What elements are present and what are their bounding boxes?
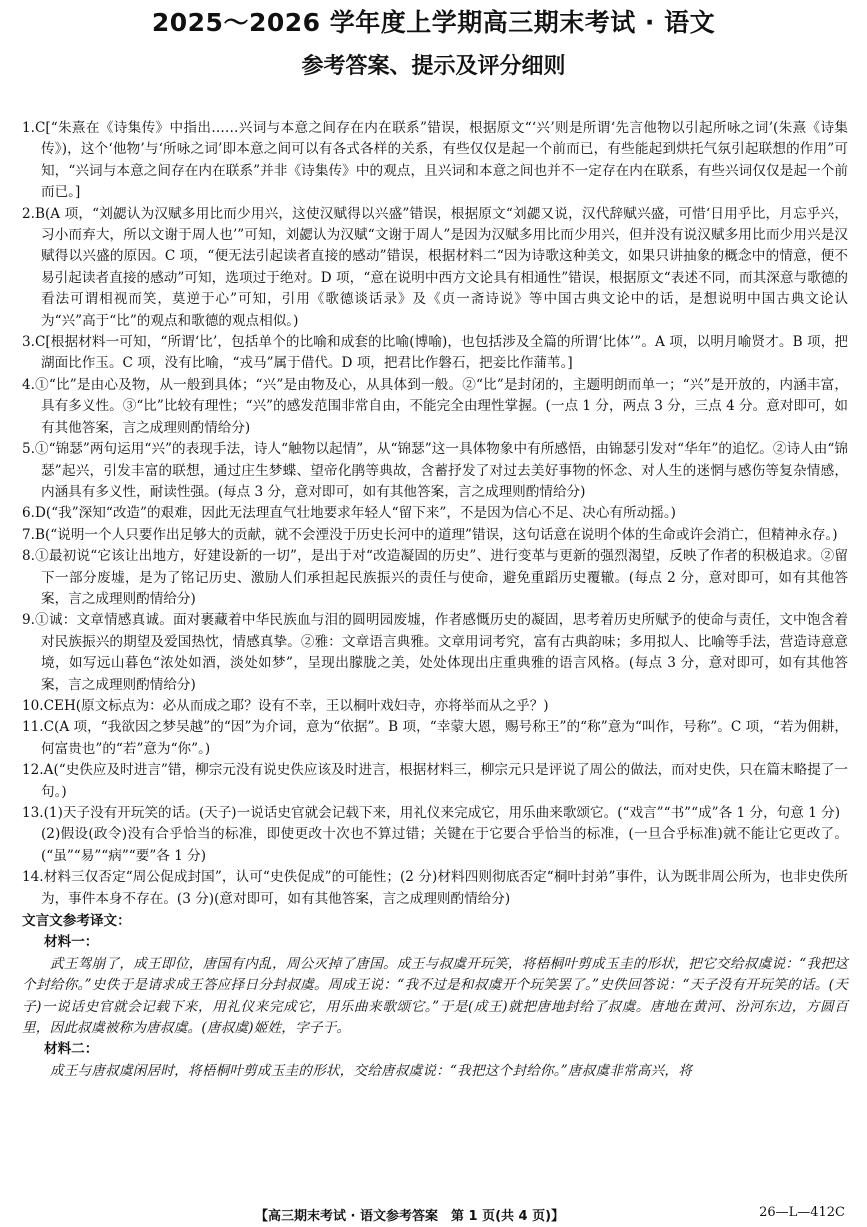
- answer-text: ①“比”是由心及物，从一般到具体；“兴”是由物及心，从具体到一般。②“比”是封闭的，主题明朗而单一；“兴”是开放的，内涵丰富，具有多义性。③“比”比较有理性；“兴”的感发范围非常自由，不能完全由理性掌握。(一点 1 分，两点 3 分，三点 4 分。意对即可，如有其他答案，言之成理则酌情给分): [34, 376, 848, 436]
- material-translation: 成王与唐叔虞闲居时，将梧桐叶剪成玉圭的形状，交给唐叔虞说：“我把这个封给你。”唐叔虞非常高兴，将: [50, 1062, 693, 1079]
- answer-number: 6.: [22, 505, 35, 522]
- answer-text: ①“锦瑟”两句运用“兴”的表现手法，诗人“触物以起情”，从“锦瑟”这一具体物象中有所感悟，由锦瑟引发对“华年”的追忆。②诗人由“锦瑟”起兴，引发丰富的联想，通过庄生梦蝶、望帝化鹃等典故，含蓄抒发了对过去美好事物的怀念、对人生的迷惘与感伤等复杂情感，内涵具有多义性，耐读性强。(每点 3 分，意对即可，如有其他答案，言之成理则酌情给分): [34, 441, 848, 500]
- answer-text: (1)天子没有开玩笑的话。(天子)一说话史官就会记载下来，用礼仪来完成它，用乐曲来歌颂它。(“戏言”“书”“成”各 1 分，句意 1 分): [43, 805, 841, 821]
- answer-item-5: [22, 439, 848, 503]
- page-footer: [0, 1205, 867, 1225]
- answer-number: 7.: [22, 526, 35, 543]
- footer-code: 26—L—412C: [759, 1205, 845, 1220]
- material-title: 材料一：: [44, 934, 99, 951]
- answer-item-9: [22, 610, 848, 696]
- answer-number: 10.: [22, 697, 44, 714]
- answer-text: ①最初说“它该让出地方，好建设新的一切”，是出于对“改造凝固的历史”、进行变革与更新的强烈渴望，反映了作者的积极追求。②留下一部分废墟，是为了铭记历史、激励人们承担起民族振兴的责任与使命，避免重蹈历史覆辙。(每点 2 分，意对即可，如有其他答案，言之成理则酌情给分): [34, 548, 848, 607]
- answer-text: B(A 项，“刘勰认为汉赋多用比而少用兴，这使汉赋得以兴盛”错误，根据原文“刘勰又说，汉代辞赋兴盛，可惜‘日用乎比，月忘乎兴，习小而弃大，所以文谢于周人也’”可知，刘勰认为汉赋“文谢于周人”是因为汉赋多用比而少用兴，但并没有说汉赋多用比而少用兴是汉赋得以兴盛的原因。C 项，“便无法引起读者直接的感动”错误，根据材料二“因为诗歌这种美文，如果只讲抽象的概念中的情意，便不易引起读者直接的感动”可知，选项过于绝对。D 项，“意在说明中西方文论具有相通性”错误，根据原文“表述不同，而其深意与歌德的看法可谓相视而笑，莫逆于心”可知，引用《歌德谈话录》及《贞一斋诗说》等中国古典文论中的话，是想说明中国古典文论认为“兴”高于“比”的观点和歌德的观点相似。): [34, 205, 848, 329]
- answer-number: 1.: [22, 120, 35, 136]
- answer-number: 3.: [22, 334, 35, 351]
- answer-item-11: [22, 717, 848, 760]
- answer-number: 4.: [22, 376, 35, 393]
- answer-item-3: [22, 332, 848, 375]
- answer-text: C(A 项，“我欲因之梦吴越”的“因”为介词，意为“依据”。B 项，“幸蒙大恩，赐号称王”的“称”意为“叫作，号称”。C 项，“若为佣耕，何富贵也”的“若”意为“你”。): [41, 719, 848, 757]
- answer-number: 12.: [22, 762, 44, 779]
- answer-item-2: [22, 204, 848, 332]
- answer-item-14: [22, 867, 848, 910]
- answers-body: [22, 118, 848, 1082]
- answer-item-1: [22, 118, 848, 204]
- answer-number: 13.: [22, 805, 44, 821]
- answer-item-8: [22, 546, 848, 610]
- page-subtitle: 参考答案、提示及评分细则: [301, 54, 566, 79]
- answer-number: 8.: [22, 548, 35, 565]
- page-title: 2025～2026 学年度上学期高三期末考试 · 语文: [151, 8, 716, 37]
- answer-text: D(“我”深知“改造”的艰难，因此无法理直气壮地要求年轻人“留下来”，不是因为信心不足、决心有所动摇。): [34, 505, 676, 522]
- answer-number: 14.: [22, 869, 44, 886]
- translation-heading: 文言文参考译文：: [22, 913, 131, 930]
- answer-text: CEH(原文标点为：必从而成之耶？设有不幸，王以桐叶戏妇寺，亦将举而从之乎？): [43, 697, 549, 714]
- footer-page-info: 【高三期末考试 · 语文参考答案 第 1 页(共 4 页)】: [255, 1209, 565, 1224]
- answer-text: A(“史佚应及时进言”错，柳宗元没有说史佚应该及时进言，根据材料三，柳宗元只是评说了周公的做法，而对史佚，只在篇末略提了一句。): [41, 762, 848, 800]
- answer-number: 11.: [22, 719, 44, 736]
- answer-item-4: [22, 375, 848, 439]
- answer-number: 2.: [22, 205, 35, 222]
- answer-text: C[“朱熹在《诗集传》中指出……兴词与本意之间存在内在联系”错误，根据原文“‘兴’则是所谓‘先言他物以引起所咏之词’(朱熹《诗集传》)，这个‘他物’与‘所咏之词’即本意之间可以有各式各样的关系，有些仅仅是起一个前而已，有些能起到烘托气氛引起联想的作用”可知，“兴词与本意之间存在内在联系”并非《诗集传》中的观点，且兴词和本意之间也并不一定存在内在联系，有些兴词仅仅是起一个前而已。]: [34, 120, 848, 201]
- answer-number: 9.: [22, 612, 35, 629]
- material-translation: 武王驾崩了，成王即位，唐国有内乱，周公灭掉了唐国。成王与叔虞开玩笑，将梧桐叶剪成玉圭的形状，把它交给叔虞说：“我把这个封给你。”史佚于是请求成王答应择日分封叔虞。周成王说：“我不过是和叔虞开个玩笑罢了。”史佚回答说：“天子没有开玩笑的话。(天子)一说话史官就会记载下来，用礼仪来完成它，用乐曲来歌颂它。”于是(成王)就把唐地封给了叔虞。唐地在黄河、汾河东边，方圆百里，因此叔虞被称为唐叔虞。(唐叔虞)姬姓，字子于。: [22, 955, 848, 1037]
- answer-text: ①诚：文章情感真诚。面对裹藏着中华民族血与泪的圆明园废墟，作者感慨历史的凝固，思考着历史所赋予的使命与责任，文中饱含着对民族振兴的期望及爱国热忱，情感真挚。②雅：文章语言典雅。文章用词考究，富有古典韵味；多用拟人、比喻等手法，营造诗意意境，如写远山暮色“浓处如酒，淡处如梦”，呈现出朦胧之美，处处体现出庄重典雅的语言风格。(每点 3 分，意对即可，如有其他答案，言之成理则酌情给分): [34, 612, 848, 693]
- answer-text: C[根据材料一可知，“所谓‘比’，包括单个的比喻和成套的比喻(博喻)，也包括涉及全篇的所谓‘比体’”。A 项，以明月喻贤才。B 项，把湖面比作玉。C 项，没有比喻，“戎马”属于借代。D 项，把君比作磐石，把妾比作蒲苇。]: [34, 334, 848, 372]
- answer-number: 5.: [22, 441, 35, 458]
- answer-text: (2)假设(政令)没有合乎恰当的标准，即使更改十次也不算过错；关键在于它要合乎恰当的标准，(一旦合乎标准)就不能让它更改了。(“虽”“易”“病”“要”各 1 分): [41, 826, 848, 864]
- answer-item-6: [22, 503, 848, 524]
- answer-text: 材料三仅否定“周公促成封国”，认可“史佚促成”的可能性；(2 分)材料四则彻底否定“桐叶封弟”事件，认为既非周公所为，也非史佚所为，事件本身不存在。(3 分)(意对即可，如有其他答案，言之成理则酌情给分): [41, 869, 848, 907]
- answer-item-13-part-1: [22, 803, 848, 824]
- answer-text: B(“说明一个人只要作出足够大的贡献，就不会湮没于历史长河中的道理”错误，这句话意在说明个体的生命或许会消亡，但精神永存。): [34, 526, 838, 543]
- answer-item-12: [22, 760, 848, 803]
- material-title: 材料二：: [44, 1041, 99, 1058]
- answer-item-13-part-2: [22, 824, 848, 867]
- answer-item-10: [22, 696, 848, 717]
- answer-item-7: [22, 525, 848, 546]
